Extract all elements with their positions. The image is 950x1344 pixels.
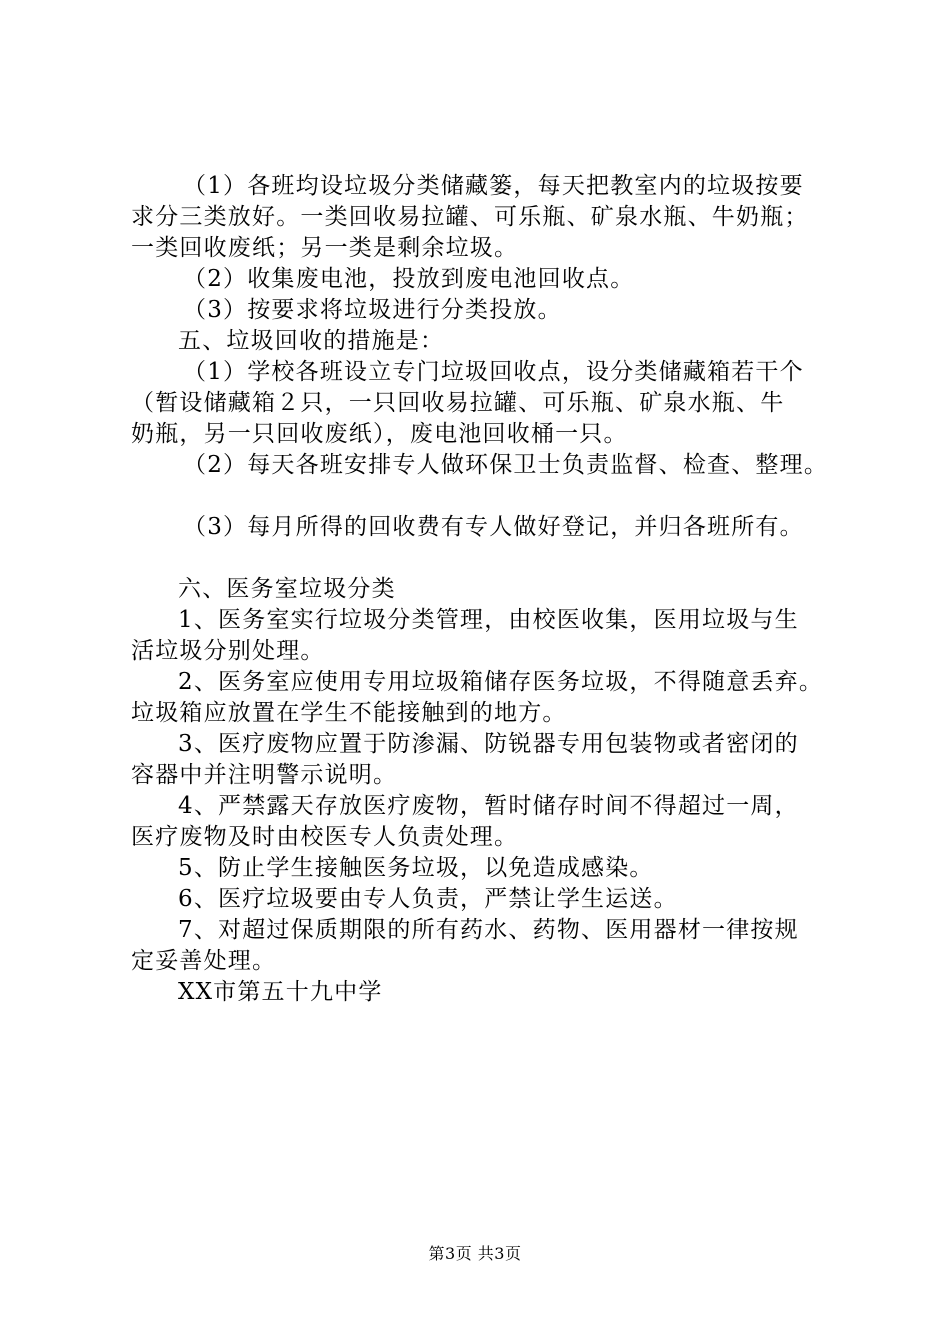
section-heading: 五、垃圾回收的措施是： bbox=[178, 328, 445, 354]
paragraph-line: 定妥善处理。 bbox=[131, 948, 277, 974]
paragraph-line: 医疗废物及时由校医专人负责处理。 bbox=[131, 824, 519, 850]
document-body bbox=[131, 171, 843, 1008]
paragraph-line: （3）按要求将垃圾进行分类投放。 bbox=[183, 297, 562, 323]
paragraph-line: 容器中并注明警示说明。 bbox=[131, 762, 398, 788]
paragraph-line: 一类回收废纸；另一类是剩余垃圾。 bbox=[131, 235, 519, 261]
paragraph-line: （1）学校各班设立专门垃圾回收点，设分类储藏箱若干个 bbox=[183, 359, 804, 385]
paragraph-line: 3、医疗废物应置于防渗漏、防锐器专用包装物或者密闭的 bbox=[178, 731, 799, 757]
paragraph-line: 7、对超过保质期限的所有药水、药物、医用器材一律按规 bbox=[178, 917, 799, 943]
paragraph-line: （3）每月所得的回收费有专人做好登记，并归各班所有。 bbox=[183, 514, 804, 540]
paragraph-line: 5、防止学生接触医务垃圾，以免造成感染。 bbox=[178, 855, 654, 881]
page-number: 第3页 共3页 bbox=[428, 1244, 522, 1263]
paragraph-line: 求分三类放好。一类回收易拉罐、可乐瓶、矿泉水瓶、牛奶瓶； bbox=[131, 204, 809, 230]
paragraph-line: 奶瓶，另一只回收废纸），废电池回收桶一只。 bbox=[131, 421, 628, 447]
signature-line: XX市第五十九中学 bbox=[178, 979, 383, 1005]
paragraph-line: （暂设储藏箱２只，一只回收易拉罐、可乐瓶、矿泉水瓶、牛 bbox=[131, 390, 785, 416]
paragraph-line: 1、医务室实行垃圾分类管理，由校医收集，医用垃圾与生 bbox=[178, 607, 799, 633]
blank-line bbox=[131, 543, 843, 574]
paragraph-line: （2）收集废电池，投放到废电池回收点。 bbox=[183, 266, 635, 292]
paragraph-line: 活垃圾分别处理。 bbox=[131, 638, 325, 664]
paragraph-line: 6、医疗垃圾要由专人负责，严禁让学生运送。 bbox=[178, 886, 678, 912]
paragraph-line: （2）每天各班安排专人做环保卫士负责监督、检查、整理。 bbox=[183, 452, 829, 478]
paragraph-line: 4、严禁露天存放医疗废物，暂时储存时间不得超过一周， bbox=[178, 793, 799, 819]
paragraph-line: 垃圾箱应放置在学生不能接触到的地方。 bbox=[131, 700, 567, 726]
paragraph-line: 2、医务室应使用专用垃圾箱储存医务垃圾，不得随意丢弃。 bbox=[178, 669, 824, 695]
paragraph-line: （1）各班均设垃圾分类储藏篓，每天把教室内的垃圾按要 bbox=[183, 173, 804, 199]
blank-line bbox=[131, 481, 843, 512]
section-heading: 六、医务室垃圾分类 bbox=[178, 576, 396, 602]
